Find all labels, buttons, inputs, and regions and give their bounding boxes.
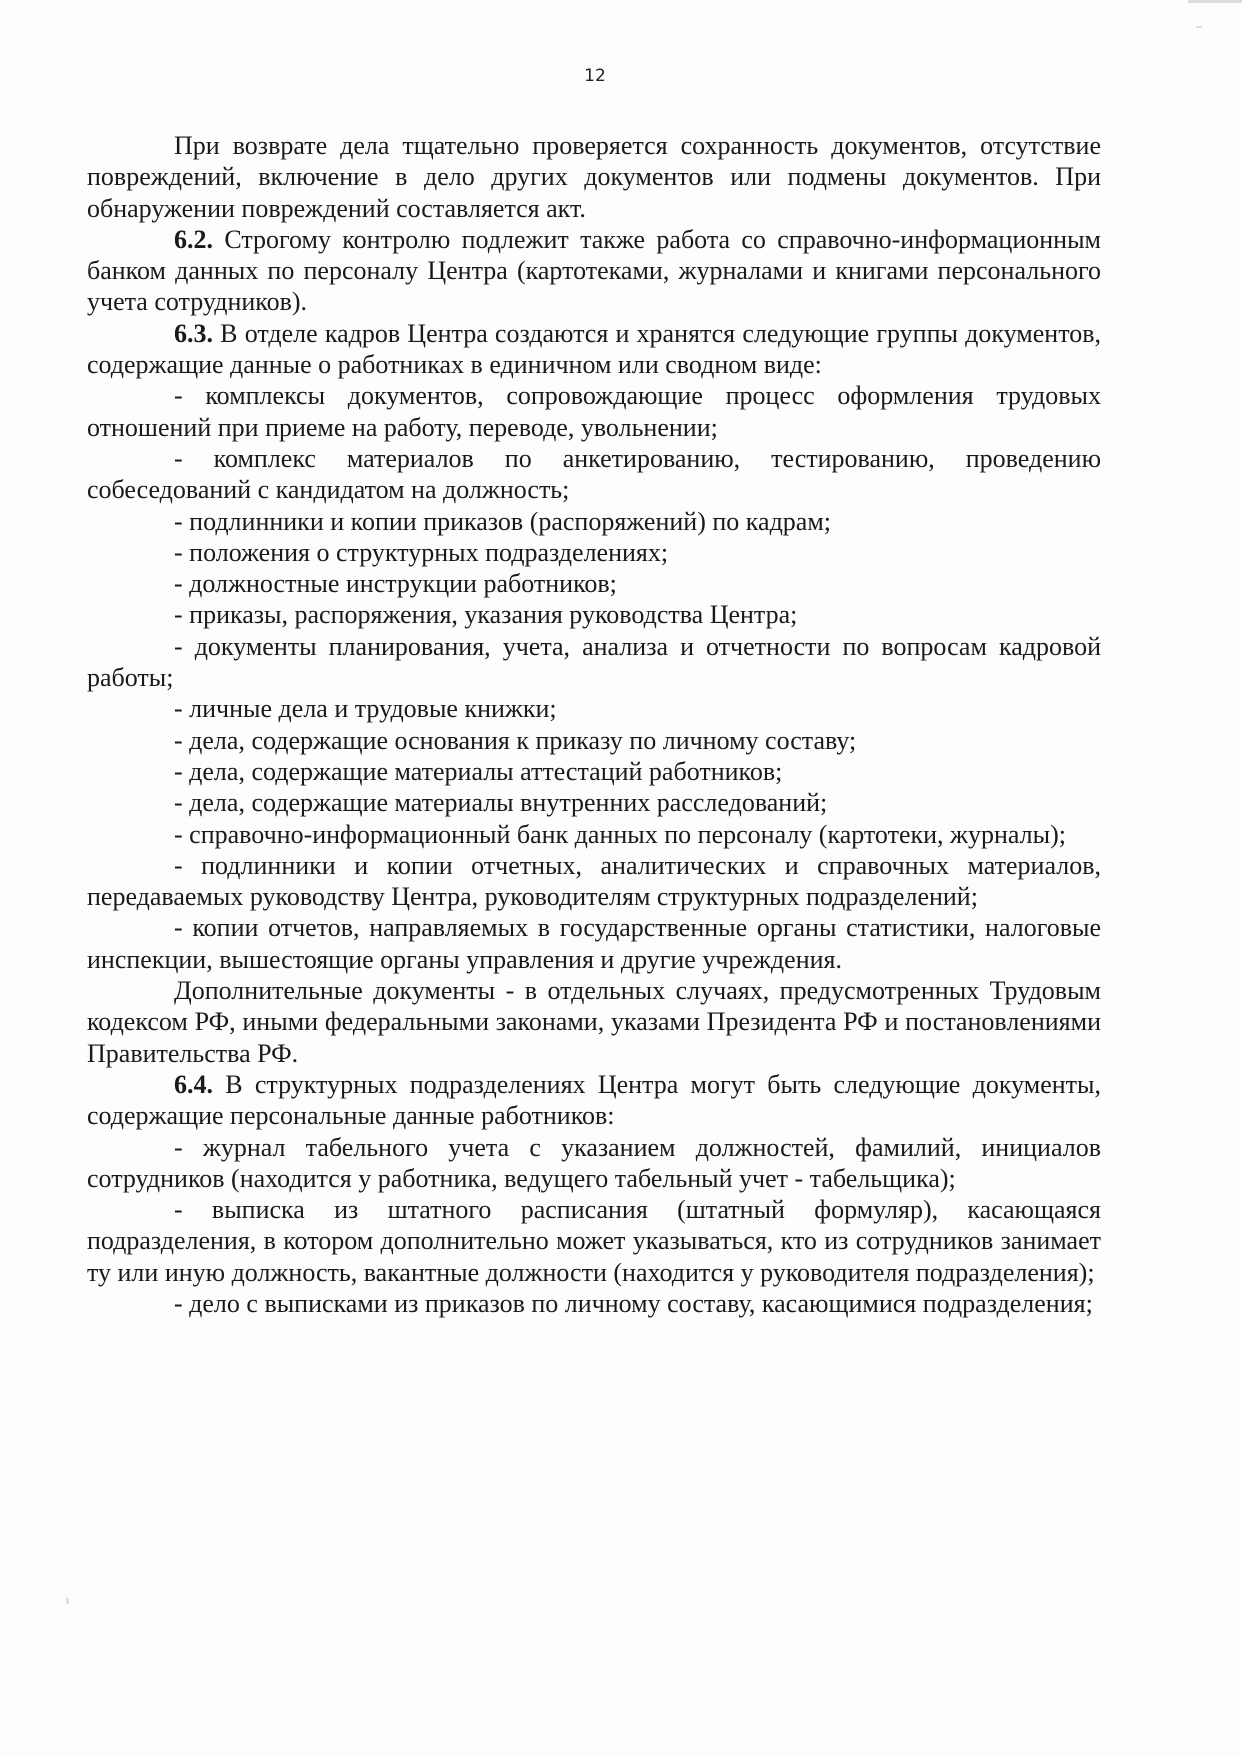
- list-item: [87, 787, 1101, 818]
- section-6-3: [87, 318, 1101, 381]
- list-item-text: - приказы, распоряжения, указания руководства Центра;: [174, 600, 798, 630]
- paragraph: [87, 975, 1101, 1069]
- scan-artifact: [1196, 26, 1202, 28]
- list-item-text: - должностные инструкции работников;: [174, 569, 617, 599]
- list-item: [87, 631, 1101, 694]
- section-text: В отделе кадров Центра создаются и хранятся следующие группы документов, содержащие данные о работниках в единичном или сводном виде:: [87, 318, 1101, 380]
- section-number: 6.2.: [174, 224, 213, 254]
- list-item-text: - подлинники и копии приказов (распоряжений) по кадрам;: [174, 506, 832, 536]
- list-item-text: - дело с выписками из приказов по личному составу, касающимися подразделения;: [174, 1288, 1093, 1318]
- section-number: 6.3.: [174, 318, 213, 348]
- list-item: [87, 1288, 1101, 1319]
- list-item: [87, 819, 1101, 850]
- list-item: [87, 912, 1101, 975]
- list-item: [87, 693, 1101, 724]
- list-item-text: - документы планирования, учета, анализа и отчетности по вопросам кадровой работы;: [87, 631, 1101, 693]
- paragraph-text: Дополнительные документы - в отдельных случаях, предусмотренных Трудовым кодексом РФ, иными федеральными законами, указами Президента РФ и постановлениями Правительства РФ.: [87, 976, 1101, 1068]
- list-item: [87, 599, 1101, 630]
- list-item: [87, 506, 1101, 537]
- list-item: [87, 1132, 1101, 1195]
- list-item-text: - выписка из штатного расписания (штатный формуляр), касающаяся подразделения, в котором дополнительно может указываться, кто из сотрудников занимает ту или иную должность, вакантные должности (находится у руководителя подразделения);: [87, 1195, 1101, 1287]
- list-item-text: - комплекс материалов по анкетированию, тестированию, проведению собеседований с кандидатом на должность;: [87, 443, 1101, 505]
- list-item-text: - личные дела и трудовые книжки;: [174, 694, 557, 724]
- list-item-text: - комплексы документов, сопровождающие процесс оформления трудовых отношений при приеме на работу, переводе, увольнении;: [87, 381, 1101, 442]
- list-item-text: - справочно-информационный банк данных по персоналу (картотеки, журналы);: [174, 819, 1066, 849]
- list-item-text: - дела, содержащие материалы внутренних расследований;: [174, 788, 828, 818]
- list-item-text: - дела, содержащие основания к приказу по личному составу;: [174, 725, 857, 755]
- list-item: [87, 725, 1101, 756]
- scan-artifact: [1188, 0, 1242, 3]
- list-item: [87, 568, 1101, 599]
- section-text: В структурных подразделениях Центра могут быть следующие документы, содержащие персональные данные работников:: [87, 1069, 1101, 1131]
- list-item: [87, 537, 1101, 568]
- section-6-2: [87, 224, 1101, 318]
- list-item: [87, 380, 1101, 443]
- list-item: [87, 850, 1101, 913]
- section-text: Строгому контролю подлежит также работа со справочно-информационным банком данных по персоналу Центра (картотеками, журналами и книгами персонального учета сотрудников).: [87, 224, 1101, 317]
- list-item-text: - подлинники и копии отчетных, аналитических и справочных материалов, передаваемых руководству Центра, руководителям структурных подразделений;: [87, 850, 1101, 912]
- list-item: [87, 1194, 1101, 1288]
- scan-artifact: [66, 1598, 69, 1604]
- document-body: [87, 130, 1101, 1319]
- paragraph: [87, 130, 1101, 224]
- list-item-text: - положения о структурных подразделениях;: [174, 537, 669, 567]
- page-number: 12: [584, 66, 606, 86]
- list-item-text: - журнал табельного учета с указанием должностей, фамилий, инициалов сотрудников (находится у работника, ведущего табельный учет - табельщика);: [87, 1132, 1101, 1193]
- list-item-text: - копии отчетов, направляемых в государственные органы статистики, налоговые инспекции, вышестоящие органы управления и другие учреждения.: [87, 913, 1101, 974]
- list-item-text: - дела, содержащие материалы аттестаций работников;: [174, 756, 783, 786]
- list-item: [87, 756, 1101, 787]
- paragraph-text: При возврате дела тщательно проверяется сохранность документов, отсутствие повреждений, включение в дело других документов или подмены документов. При обнаружении повреждений составляется акт.: [87, 131, 1101, 223]
- list-item: [87, 443, 1101, 506]
- section-number: 6.4.: [174, 1069, 213, 1099]
- section-6-4: [87, 1069, 1101, 1132]
